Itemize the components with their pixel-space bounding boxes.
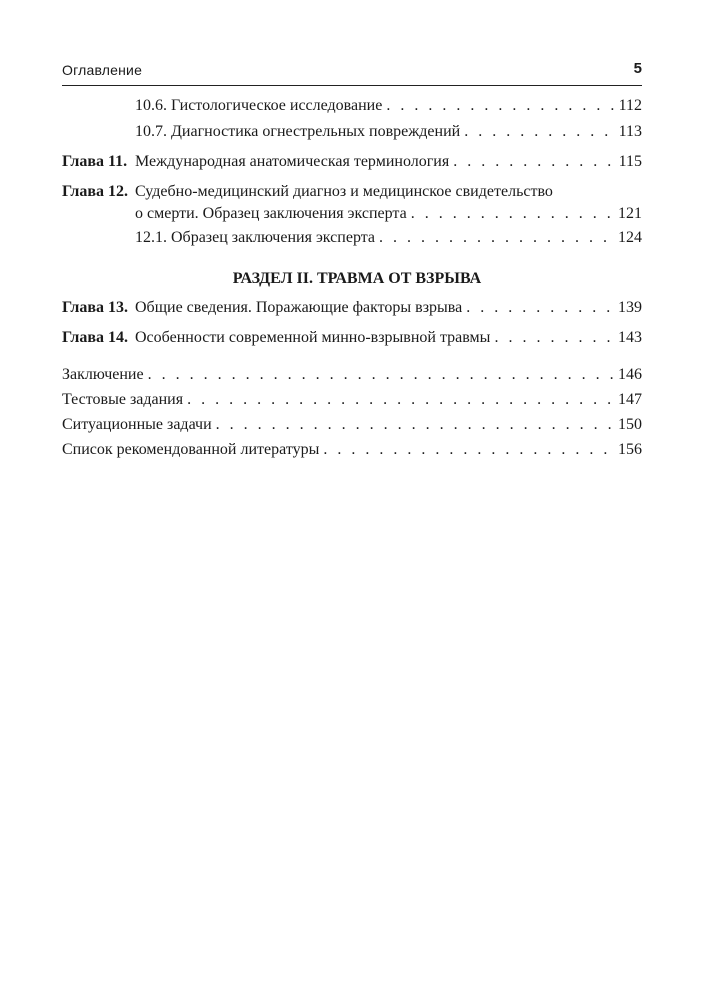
toc-leader-dots	[466, 297, 616, 319]
toc-leader-dots	[494, 327, 616, 349]
chapter-label: Глава 14.	[62, 329, 128, 346]
toc-entry-conclusion	[62, 364, 642, 386]
toc-entry-page: 121	[618, 205, 642, 222]
running-header	[62, 60, 642, 84]
toc-leader-dots	[148, 364, 616, 386]
toc-entry-text: Судебно-медицинский диагноз и медицинское свидетельство	[135, 183, 553, 200]
toc-leader-dots	[453, 151, 616, 173]
chapter-label: Глава 13.	[62, 299, 128, 316]
toc-entry-tests	[62, 389, 642, 411]
toc-entry-page: 139	[618, 299, 642, 316]
toc-entry-12-1	[135, 227, 642, 249]
toc-entry-10-7	[135, 121, 642, 143]
toc-entry-text: Список рекомендованной литературы	[62, 441, 320, 458]
header-title: Оглавление	[62, 62, 143, 78]
toc-entry-text: 10.7. Диагностика огнестрельных повреждений	[135, 123, 461, 140]
toc-entry-bibliography	[62, 439, 642, 461]
toc-entry-chapter-13	[62, 297, 642, 319]
toc-entry-text: 10.6. Гистологическое исследование	[135, 97, 383, 114]
header-page-number: 5	[633, 60, 642, 77]
toc-entry-page: 143	[618, 329, 642, 346]
toc-entry-page: 156	[618, 441, 642, 458]
toc-entry-text: о смерти. Образец заключения эксперта	[135, 205, 407, 222]
toc-leader-dots	[216, 414, 616, 436]
toc-leader-dots	[379, 227, 616, 249]
toc-entry-10-6	[135, 95, 642, 117]
toc-entry-text: 12.1. Образец заключения эксперта	[135, 229, 376, 246]
toc-entry-page: 150	[618, 416, 642, 433]
toc-leader-dots	[323, 439, 616, 461]
section-heading: РАЗДЕЛ II. ТРАВМА ОТ ВЗРЫВА	[232, 270, 482, 287]
chapter-label: Глава 12.	[62, 183, 128, 200]
toc-entry-chapter-12-cont	[135, 203, 642, 225]
toc-entry-text: Особенности современной минно-взрывной травмы	[135, 329, 491, 346]
toc-entry-text: Ситуационные задачи	[62, 416, 212, 433]
toc-entry-text: Тестовые задания	[62, 391, 184, 408]
toc-entry-page: 115	[618, 153, 642, 170]
chapter-label: Глава 11.	[62, 153, 128, 170]
toc-entry-text: Общие сведения. Поражающие факторы взрыва	[135, 299, 463, 316]
header-rule	[62, 85, 642, 86]
toc-leader-dots	[187, 389, 616, 411]
toc-entry-chapter-14	[62, 327, 642, 349]
toc-leader-dots	[386, 95, 616, 117]
toc-entry-text: Международная анатомическая терминология	[135, 153, 450, 170]
toc-entry-text: Заключение	[62, 366, 144, 383]
toc-leader-dots	[464, 121, 616, 143]
toc-entry-page: 112	[618, 97, 642, 114]
toc-entry-page: 146	[618, 366, 642, 383]
toc-leader-dots	[411, 203, 616, 225]
toc-entry-page: 124	[618, 229, 642, 246]
toc-entry-page: 113	[618, 123, 642, 140]
toc-entry-situational-tasks	[62, 414, 642, 436]
toc-entry-chapter-12	[62, 181, 642, 203]
toc-entry-chapter-11	[62, 151, 642, 173]
toc-entry-page: 147	[618, 391, 642, 408]
